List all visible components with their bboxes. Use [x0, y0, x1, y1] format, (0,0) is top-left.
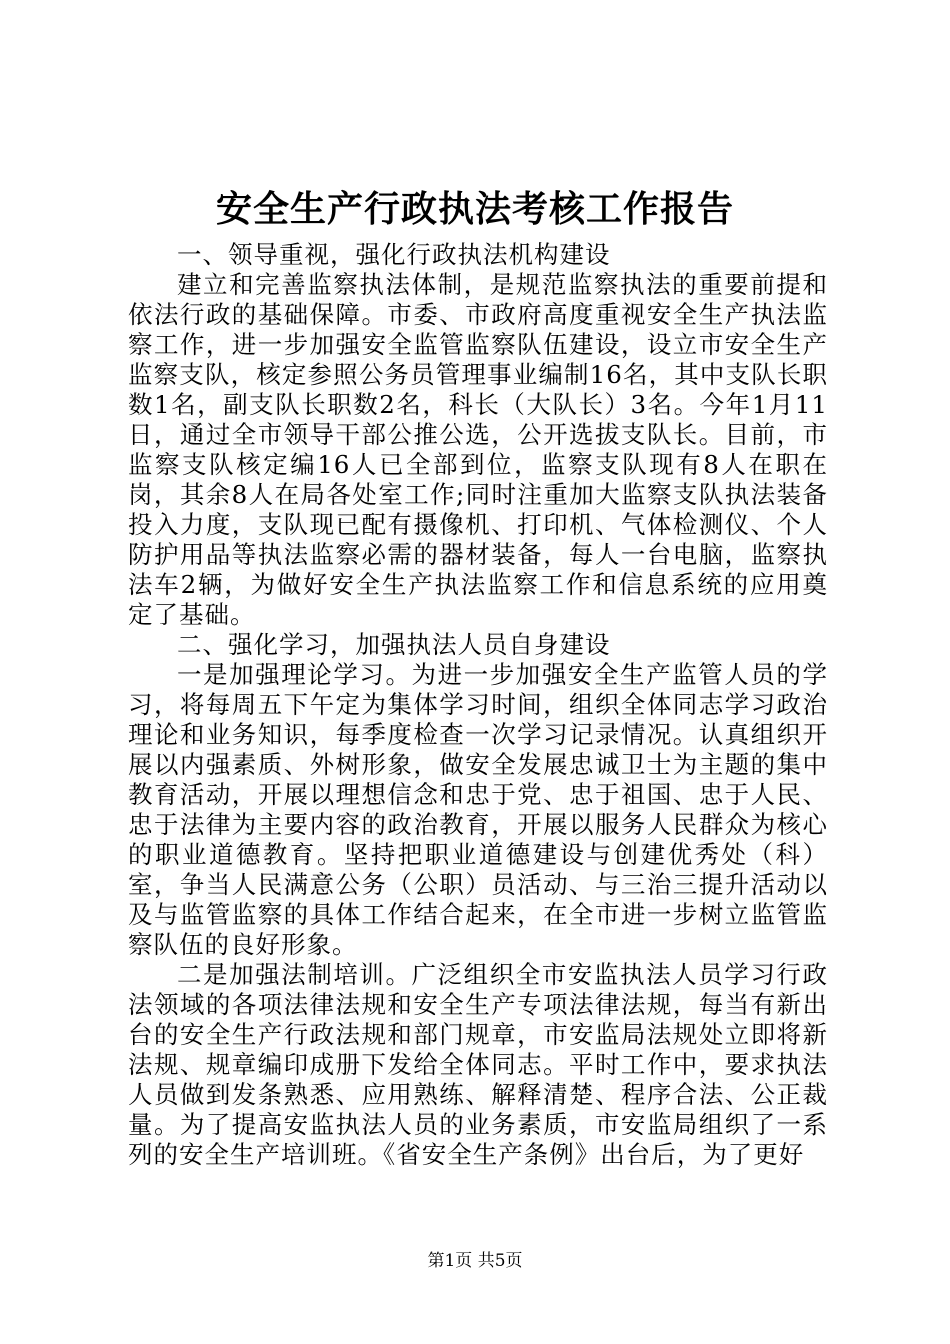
- document-title: 安全生产行政执法考核工作报告: [215, 188, 734, 230]
- paragraph-2: 一是加强理论学习。为进一步加强安全生产监管人员的学习，将每周五下午定为集体学习时间，组织全体同志学习政治理论和业务知识，每季度检查一次学习记录情况。认真组织开展以内强素质、外树形象，做安全发展忠诚卫士为主题的集中教育活动，开展以理想信念和忠于党、忠于祖国、忠于人民、忠于法律为主要内容的政治教育，开展以服务人民群众为核心的职业道德教育。坚持把职业道德建设与创建优秀处（科）室，争当人民满意公务（公职）员活动、与三治三提升活动以及与监管监察的具体工作结合起来，在全市进一步树立监管监察队伍的良好形象。: [128, 660, 828, 959]
- paragraph-1: 建立和完善监察执法体制，是规范监察执法的重要前提和依法行政的基础保障。市委、市政府高度重视安全生产执法监察工作，进一步加强安全监管监察队伍建设，设立市安全生产监察支队，核定参照公务员管理事业编制16名，其中支队长职数1名，副支队长职数2名，科长（大队长）3名。今年1月11日，通过全市领导干部公推公选，公开选拔支队长。目前，市监察支队核定编16人已全部到位，监察支队现有8人在职在岗，其余8人在局各处室工作;同时注重加大监察支队执法装备投入力度，支队现已配有摄像机、打印机、气体检测仪、个人防护用品等执法监察必需的器材装备，每人一台电脑，监察执法车2辆，为做好安全生产执法监察工作和信息系统的应用奠定了基础。: [128, 270, 828, 629]
- document-body: [128, 240, 828, 1170]
- paragraph-3: 二是加强法制培训。广泛组织全市安监执法人员学习行政法领域的各项法律法规和安全生产专项法律法规，每当有新出台的安全生产行政法规和部门规章，市安监局法规处立即将新法规、规章编印成册下发给全体同志。平时工作中，要求执法人员做到发条熟悉、应用熟练、解释清楚、程序合法、公正裁量。为了提高安监执法人员的业务素质，市安监局组织了一系列的安全生产培训班。《省安全生产条例》出台后，为了更好: [128, 960, 828, 1169]
- section-heading-1: 一、领导重视，强化行政执法机构建设: [177, 240, 611, 269]
- section-heading-2: 二、强化学习，加强执法人员自身建设: [177, 630, 611, 659]
- page-footer: 第1页 共5页: [427, 1251, 523, 1271]
